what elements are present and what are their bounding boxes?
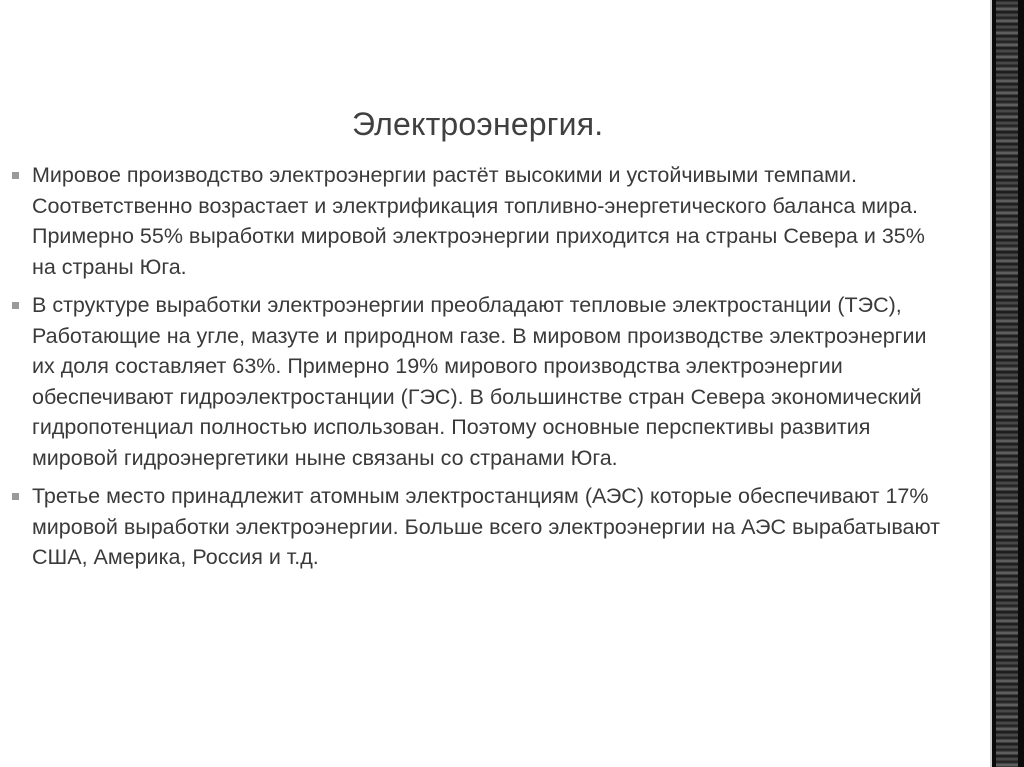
slide-title: Электроэнергия. xyxy=(352,106,604,142)
bullet-item xyxy=(10,160,950,282)
bullet-list xyxy=(10,160,950,581)
edge-separator xyxy=(990,0,992,767)
bullet-item xyxy=(10,290,950,473)
bullet-item xyxy=(10,481,950,573)
bullet-text: Мировое производство электроэнергии растёт высокими и устойчивыми темпами. Соответственно возрастает и электрификация топливно-энергетического баланса мира. Примерно 55% выработки мировой электроэнергии приходится на страны Севера и 35% на страны Юга. xyxy=(32,163,925,279)
slide-edge-decoration xyxy=(990,0,1024,767)
square-bullet-icon xyxy=(12,493,19,500)
square-bullet-icon xyxy=(12,172,19,179)
bullet-text: В структуре выработки электроэнергии преобладают тепловые электростанции (ТЭС), Работающие на угле, мазуте и природном газе. В мировом производстве электроэнергии их доля составляет 63%. Примерно 19% мирового производства электроэнергии обеспечивают гидроэлектростанции (ГЭС). В большинстве стран Севера экономический гидропотенциал полностью использован. Поэтому основные перспективы развития мировой гидроэнергетики ныне связаны со странами Юга. xyxy=(32,293,927,470)
edge-texture xyxy=(996,0,1018,767)
square-bullet-icon xyxy=(12,302,19,309)
bullet-text: Третье место принадлежит атомным электростанциям (АЭС) которые обеспечивают 17% мировой выработки электроэнергии. Больше всего электроэнергии на АЭС вырабатывают США, Америка, Россия и т.д. xyxy=(32,484,940,569)
